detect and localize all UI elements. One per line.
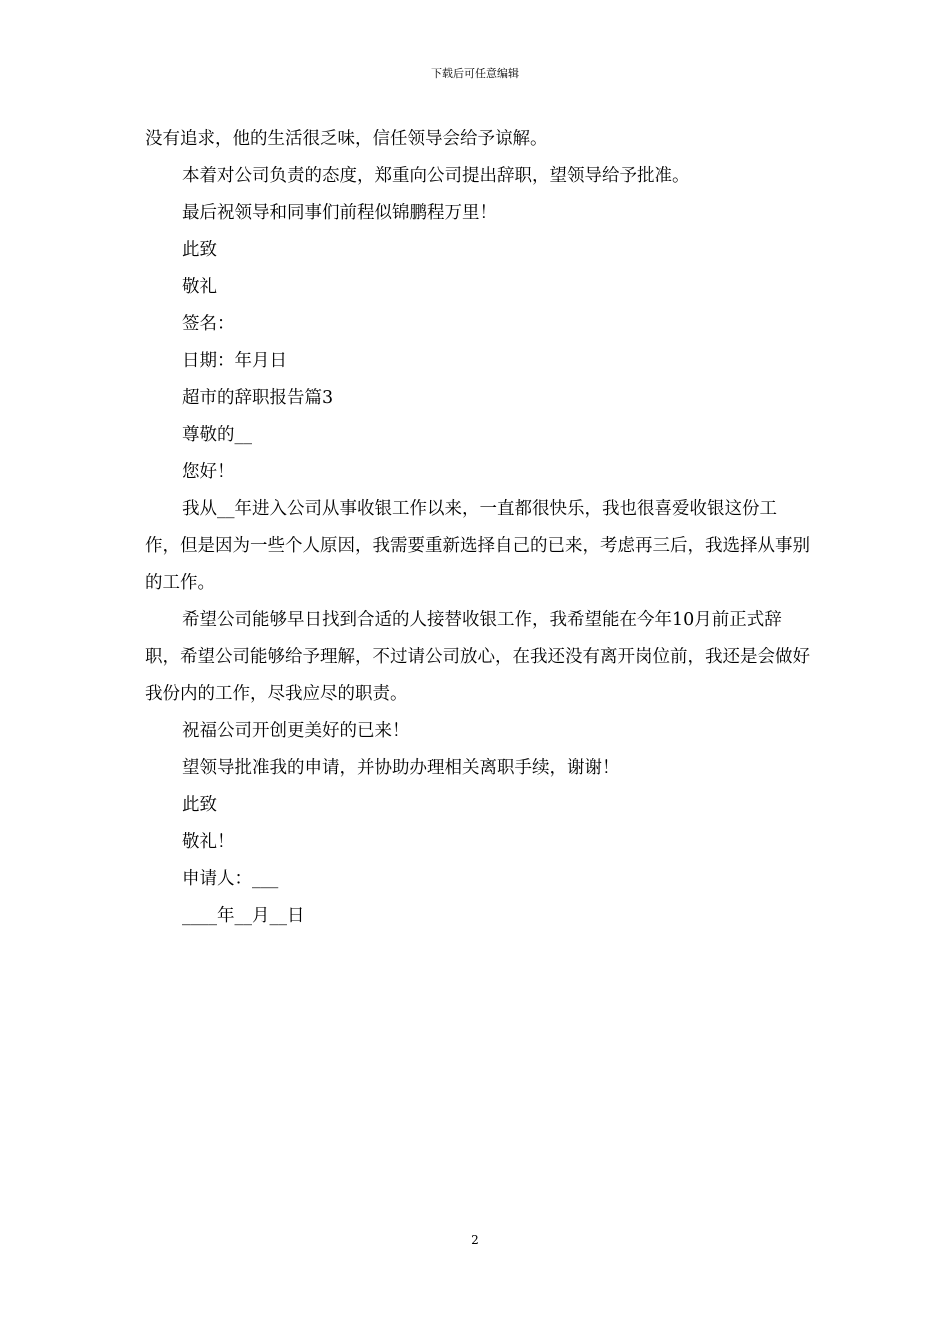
closing-cizhi-2: 此致 xyxy=(182,795,217,815)
closing-jingli-2: 敬礼！ xyxy=(182,832,235,852)
closing-cizhi: 此致 xyxy=(182,240,217,260)
closing-jingli: 敬礼 xyxy=(182,277,217,297)
section-title: 超市的辞职报告篇3 xyxy=(182,388,334,408)
paragraph-continuation: 没有追求，他的生活很乏味，信任领导会给予谅解。 xyxy=(145,129,548,149)
greeting: 您好！ xyxy=(182,462,235,482)
paragraph-responsibility: 本着对公司负责的态度，郑重向公司提出辞职，望领导给予批准。 xyxy=(182,166,690,186)
page-number: 2 xyxy=(471,1233,479,1247)
document-body xyxy=(145,121,810,935)
paragraph-blessing: 祝福公司开创更美好的已来！ xyxy=(182,721,410,741)
salutation: 尊敬的__ xyxy=(182,425,252,445)
paragraph-replacement: 希望公司能够早日找到合适的人接替收银工作，我希望能在今年10月前正式辞职，希望公司能够给予理解，不过请公司放心，在我还没有离开岗位前，我还是会做好我份内的工作，尽我应尽的职责。 xyxy=(145,610,810,704)
paragraph-request: 望领导批准我的申请，并协助办理相关离职手续，谢谢！ xyxy=(182,758,620,778)
page-header: 下载后可任意编辑 xyxy=(431,67,519,80)
paragraph-cashier-work: 我从__年进入公司从事收银工作以来，一直都很快乐，我也很喜爱收银这份工作，但是因为一些个人原因，我需要重新选择自己的已来，考虑再三后，我选择从事别的工作。 xyxy=(145,499,810,593)
signature-line: 签名： xyxy=(182,314,235,334)
applicant-line: 申请人：___ xyxy=(182,869,279,889)
date-blank-line: ____年__月__日 xyxy=(182,906,305,926)
paragraph-wishes: 最后祝领导和同事们前程似锦鹏程万里！ xyxy=(182,203,497,223)
date-line: 日期：年月日 xyxy=(182,351,287,371)
